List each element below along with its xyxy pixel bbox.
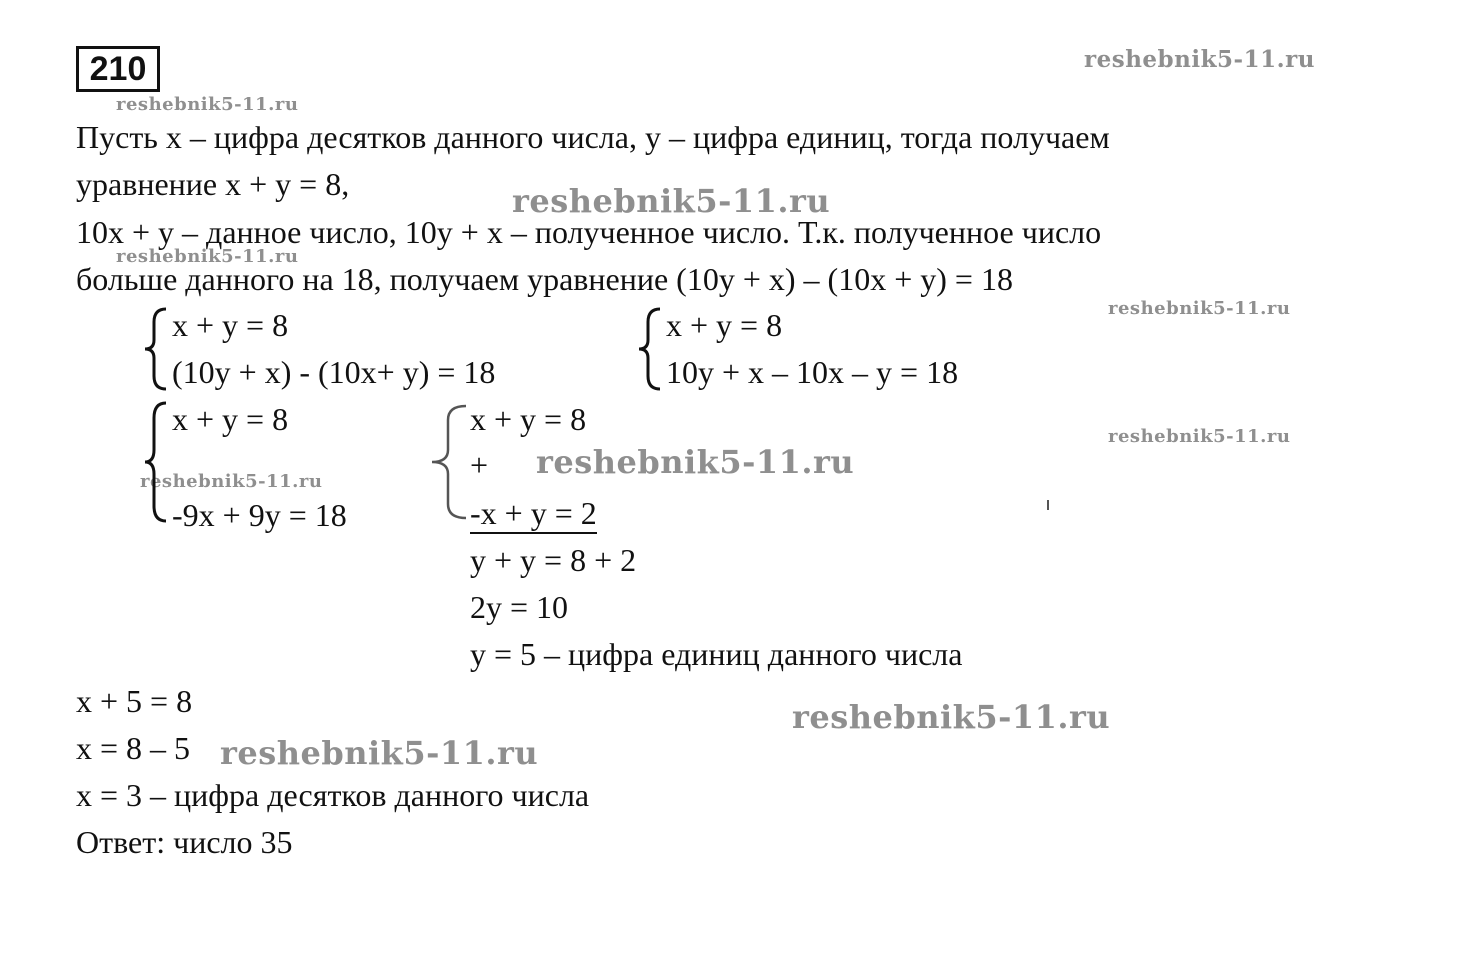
watermark-right-1: reshebnik5-11.ru xyxy=(1108,298,1291,319)
watermark-left-2: reshebnik5-11.ru xyxy=(140,471,323,492)
addition-plus: + xyxy=(470,447,489,483)
addition-eq1: x + y = 8 xyxy=(470,401,587,437)
watermark-top-right: reshebnik5-11.ru xyxy=(1084,46,1315,73)
addition-step2: 2y = 10 xyxy=(470,589,569,625)
watermark-bottom-right: reshebnik5-11.ru xyxy=(792,698,1111,736)
left-brace-icon xyxy=(140,400,170,524)
answer: Ответ: число 35 xyxy=(76,824,293,860)
stray-mark xyxy=(1047,500,1049,510)
addition-brace-icon xyxy=(426,400,470,524)
addition-step3: y = 5 – цифра единиц данного числа xyxy=(470,636,963,672)
solution-line-3: x = 3 – цифра десятков данного числа xyxy=(76,777,590,813)
problem-number: 210 xyxy=(76,46,160,92)
solution-line-2: x = 8 – 5 xyxy=(76,730,191,766)
left-brace-icon xyxy=(140,306,170,392)
system3-eq2: -9x + 9y = 18 xyxy=(172,497,347,533)
system1-eq2: (10y + x) - (10x+ y) = 18 xyxy=(172,354,496,390)
system2-eq2: 10y + x – 10x – y = 18 xyxy=(666,354,959,390)
system2-eq1: x + y = 8 xyxy=(666,307,783,343)
watermark-top-left: reshebnik5-11.ru xyxy=(116,94,299,115)
solution-line-1: x + 5 = 8 xyxy=(76,683,193,719)
system1-eq1: x + y = 8 xyxy=(172,307,289,343)
intro-line-3: 10x + y – данное число, 10y + x – полученное число. Т.к. полученное число xyxy=(76,214,1102,250)
watermark-bottom-left: reshebnik5-11.ru xyxy=(220,734,539,772)
intro-line-2: уравнение x + y = 8, xyxy=(76,166,350,202)
intro-line-4: больше данного на 18, получаем уравнение (10y + x) – (10x + y) = 18 xyxy=(76,261,1013,297)
addition-step1: y + y = 8 + 2 xyxy=(470,542,637,578)
watermark-right-2: reshebnik5-11.ru xyxy=(1108,426,1291,447)
watermark-mid: reshebnik5-11.ru xyxy=(536,443,855,481)
addition-eq2: -x + y = 2 xyxy=(470,494,597,534)
watermark-center: reshebnik5-11.ru xyxy=(512,182,831,220)
system3-eq1: x + y = 8 xyxy=(172,401,289,437)
left-brace-icon xyxy=(634,306,664,392)
watermark-left: reshebnik5-11.ru xyxy=(116,246,299,267)
intro-line-1: Пусть x – цифра десятков данного числа, y – цифра единиц, тогда получаем xyxy=(76,119,1110,155)
